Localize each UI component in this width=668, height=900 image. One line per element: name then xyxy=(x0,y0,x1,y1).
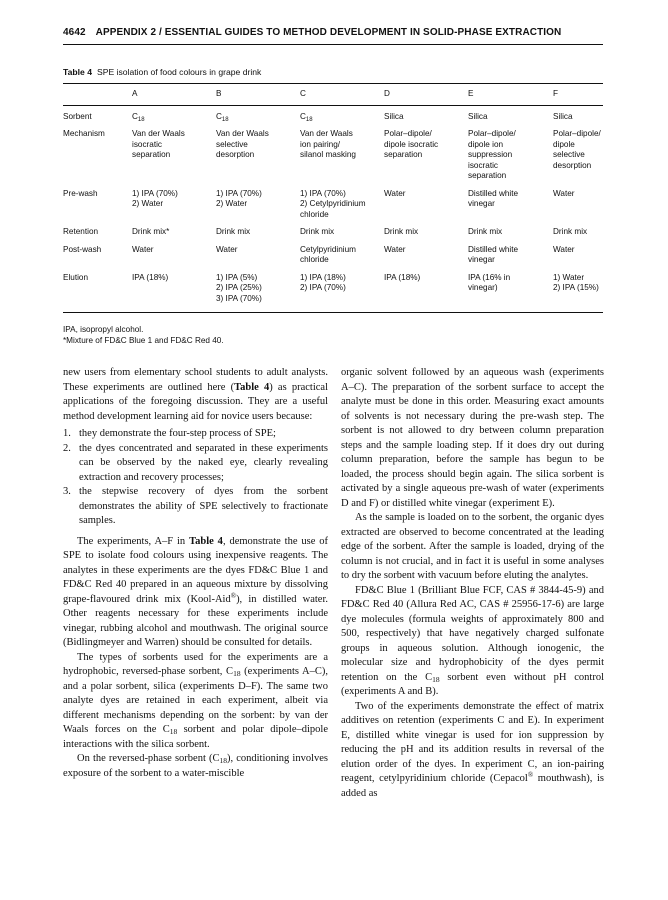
table-cell xyxy=(553,123,603,183)
table-cell-line: 2) IPA (25%) xyxy=(216,283,262,292)
table-row xyxy=(63,123,603,183)
table-column-header: E xyxy=(468,89,474,98)
table-header-row xyxy=(63,84,603,105)
table-cell-line: Drink mix* xyxy=(132,227,170,236)
table-cell xyxy=(216,267,300,313)
table-cell-line: separation xyxy=(468,171,507,180)
table-cell-line: selective xyxy=(553,150,585,159)
table-cell-line: Water xyxy=(553,188,575,198)
table-cell-line: Drink mix xyxy=(553,227,588,236)
table-column-header: B xyxy=(216,89,222,98)
table-cell-line: Drink mix xyxy=(468,227,503,236)
table-caption xyxy=(63,67,261,77)
table-bottom-rule xyxy=(63,312,603,313)
table-cell-line: 1) Water xyxy=(553,272,585,282)
table-cell-line: 3) IPA (70%) xyxy=(216,293,262,303)
table-cell-line: silanol masking xyxy=(300,150,356,159)
table-column-header xyxy=(63,84,132,105)
running-head xyxy=(63,27,603,38)
table-cell xyxy=(553,183,603,222)
table-cell-line: Polar–dipole/ xyxy=(384,129,432,138)
table-cell-line: Water xyxy=(553,244,575,254)
paragraph: new users from elementary school students to adult analysts. These experiments are outlined here (Table 4) as practical applications of the foregoing discussion. They are a useful method development learning aid for novice users because: xyxy=(63,367,328,422)
table-cell xyxy=(553,106,603,124)
table-cell xyxy=(468,239,553,267)
table-cell-line: IPA (18%) xyxy=(384,272,421,282)
table-column-header: A xyxy=(132,89,138,98)
table-cell-line: Water xyxy=(384,188,406,198)
table-cell xyxy=(468,183,553,222)
table-cell-line: $C_{18}$ xyxy=(216,111,229,123)
table-cell-line: 1) IPA (70%) xyxy=(300,188,346,198)
table-cell-line: Water xyxy=(216,244,238,254)
table-cell xyxy=(300,239,384,267)
table-row-label: Post-wash xyxy=(63,244,102,254)
table-cell-line: 2) Water xyxy=(132,199,164,208)
table-cell-line: Water xyxy=(132,244,154,254)
table-cell xyxy=(384,239,468,267)
table-cell xyxy=(384,183,468,222)
table-cell xyxy=(553,267,603,313)
table-cell-line: 1) IPA (5%) xyxy=(216,272,258,282)
table-cell-line: desorption xyxy=(553,160,592,170)
table-cell-line: Van der Waals xyxy=(216,129,269,138)
table-cell xyxy=(384,267,468,313)
table-cell-line: vinegar xyxy=(468,255,495,264)
paragraph: organic solvent followed by an aqueous wash (experiments A–C). The preparation of the sorbent surface to accept the analyte must be done in this order. Measuring exact amounts of solvents is not necessary during the pre-wash step. The sorbent is not allowed to dry between column preparation steps and the sample loading step. If it does dry out during column preparation, before the sample has begun to be loaded, the process should begin again. The silica sorbent is activated by a single aqueous pre-wash of water (experiments D and F) or distilled white vinegar (experiment E). xyxy=(341,367,604,509)
table-cell-line: Water xyxy=(384,244,406,254)
table-cell-line: Drink mix xyxy=(300,227,335,236)
data-table xyxy=(63,83,603,313)
table-row xyxy=(63,183,603,222)
table-cell xyxy=(216,239,300,267)
table-row-label: Elution xyxy=(63,272,89,282)
table-cell xyxy=(553,221,603,239)
table-cell xyxy=(384,123,468,183)
table-cell xyxy=(132,221,216,239)
table-row xyxy=(63,221,603,239)
table-cell-line: dipole isocratic xyxy=(384,139,439,149)
list-item xyxy=(63,427,328,442)
table-cell-line: 1) IPA (18%) xyxy=(300,272,346,282)
table-cell-line: suppression xyxy=(468,150,513,159)
table-cell-line: Silica xyxy=(384,111,404,121)
list-number: 2. xyxy=(63,442,71,454)
table-cell-line: 2) IPA (70%) xyxy=(300,283,346,292)
table-cell xyxy=(216,123,300,183)
table-cell-line: Drink mix xyxy=(384,227,419,236)
table-row-label: Pre-wash xyxy=(63,188,98,198)
table-cell-line: chloride xyxy=(300,255,329,264)
footnote: *Mixture of FD&C Blue 1 and FD&C Red 40. xyxy=(63,336,224,345)
table-cell xyxy=(300,221,384,239)
table-cell-line: separation xyxy=(384,150,423,159)
list-text: the stepwise recovery of dyes from the sorbent demonstrates the ability of SPE selectively to fractionate samples. xyxy=(79,486,328,526)
table-cell xyxy=(132,183,216,222)
table-cell-line: Polar–dipole/ xyxy=(553,129,601,138)
table-cell xyxy=(468,267,553,313)
list-number: 3. xyxy=(63,486,71,497)
table-cell-line: $C_{18}$ xyxy=(300,111,313,123)
table-row xyxy=(63,239,603,267)
table-cell xyxy=(468,106,553,124)
table-row-label: Retention xyxy=(63,227,99,236)
table-cell xyxy=(553,239,603,267)
table-cell-line: dipole ion xyxy=(468,139,504,149)
table-cell-line: ion pairing/ xyxy=(300,139,341,149)
table-cell xyxy=(300,123,384,183)
table-cell-line: 2) Cetylpyridinium xyxy=(300,199,366,208)
table-cell xyxy=(300,183,384,222)
table-column-header: F xyxy=(553,89,559,98)
table-row-label: Mechanism xyxy=(63,129,105,138)
list-item xyxy=(63,485,328,529)
paragraph: The experiments, A–F in Table 4, demonstrate the use of SPE to isolate food colours using inexpensive reagents. The analytes in these experiments are the dyes FD&C Blue 1 and FD&C Red 40 prepared in an aqueous mixture by dissolving grape-flavoured drink mix (Kool-Aid®), in distilled water. Other reagents necessary for these experiments include vinegar, rubbing alcohol and mouthwash. The original source (Bidlingmeyer and Warren) should be consulted for details. xyxy=(63,535,328,648)
table-footnotes xyxy=(63,324,224,346)
table-cell xyxy=(216,183,300,222)
table-cell-line: Van der Waals xyxy=(300,129,353,138)
table-row-label: Sorbent xyxy=(63,111,92,121)
running-head-title: APPENDIX 2 / ESSENTIAL GUIDES TO METHOD DEVELOPMENT IN SOLID-PHASE EXTRACTION xyxy=(95,27,562,38)
paragraph: Two of the experiments demonstrate the effect of matrix additives on retention (experiments C and E). In experiment E, distilled white vinegar is used for ion suppression by reducing the pH and its addition results in reversal of the elution order of the dyes. In experiment C, an ion-pairing reagent, cetylpyridinium chloride (Cepacol® mouthwash), is added as xyxy=(341,700,604,799)
table-cell xyxy=(216,221,300,239)
table-cell-line: isocratic xyxy=(468,160,499,170)
table-cell-line: 1) IPA (70%) xyxy=(216,188,262,198)
table-cell-line: vinegar xyxy=(468,199,495,208)
header-rule xyxy=(63,44,603,45)
table-column-header: D xyxy=(384,89,390,98)
numbered-list xyxy=(63,427,328,529)
list-number: 1. xyxy=(63,428,71,439)
table-column-header: C xyxy=(300,89,306,98)
table-cell-line: $C_{18}$ xyxy=(132,111,145,123)
list-item xyxy=(63,442,328,486)
table-cell-line: IPA (18%) xyxy=(132,272,169,282)
table-cell-line: selective xyxy=(216,139,248,149)
table-cell-line: 2) Water xyxy=(216,199,248,208)
page-number: 4642 xyxy=(63,27,86,38)
list-text: the dyes concentrated and separated in these experiments can be observed by the naked eye, clearly revealing extraction and recovery processes; xyxy=(79,442,328,483)
paragraph: As the sample is loaded on to the sorbent, the organic dyes extracted are observed to become concentrated at the leading edge of the sorbent. After the sample is loaded, drying of the column is not crucial, and in fact it is useful in some analyses to dry the sorbent with vacuum before eluting the analytes. xyxy=(341,512,604,581)
paragraph: On the reversed-phase sorbent $(C_{18})$, conditioning involves exposure of the sorbent to a water-miscible xyxy=(63,753,328,779)
table-cell xyxy=(300,106,384,124)
table-row xyxy=(63,267,603,313)
table-cell-line: isocratic xyxy=(132,139,163,149)
table-cell-line: Distilled white xyxy=(468,188,519,198)
table-cell xyxy=(132,267,216,313)
table-cell-line: Van der Waals xyxy=(132,129,185,138)
footnote: IPA, isopropyl alcohol. xyxy=(63,325,144,334)
table-cell-line: 2) IPA (15%) xyxy=(553,283,599,292)
table-cell xyxy=(132,239,216,267)
table-cell-line: Polar–dipole/ xyxy=(468,129,516,138)
table-cell-line: separation xyxy=(132,150,171,159)
table-cell xyxy=(384,221,468,239)
table-cell xyxy=(132,123,216,183)
table-cell-line: Cetylpyridinium xyxy=(300,244,356,254)
table-caption-text: SPE isolation of food colours in grape drink xyxy=(96,67,262,77)
table-cell-line: Drink mix xyxy=(216,227,251,236)
list-text: they demonstrate the four-step process of SPE; xyxy=(79,428,276,439)
table-cell-line: Silica xyxy=(468,111,488,121)
table-cell xyxy=(468,221,553,239)
table-cell xyxy=(468,123,553,183)
table-label: Table 4 xyxy=(63,67,92,77)
table-cell-line: IPA (16% in xyxy=(468,272,511,282)
paragraph: The types of sorbents used for the experiments are a hydrophobic, reversed-phase sorbent, $C_{18}$ (experiments A–C), and a polar sorbent, silica (experiments D–F). The same two analyte dyes are retained in each experiment, albeit via different mechanisms depending on the sorbent: by van der Waals forces on the $C_{18}$ sorbent and polar dipole–dipole interactions with the silica sorbent. xyxy=(63,651,329,750)
table-cell-line: Distilled white xyxy=(468,244,519,254)
table-cell-line: Silica xyxy=(553,111,573,121)
left-column xyxy=(63,366,328,781)
paragraph: FD&C Blue 1 (Brilliant Blue FCF, CAS # 3844-45-9) and FD&C Red 40 (Allura Red AC, CAS # 25956-17-6) are large dye molecules (formula weights of approximately 800 and 500, respectively) that have negatively charged sulfonate groups in aqueous solution. Although ionogenic, the molecular size and hydrophobicity of the dyes permit retention on the $C_{18}$ sorbent even without pH control (experiments A and B). xyxy=(341,584,605,697)
table-cell xyxy=(216,106,300,124)
table-row xyxy=(63,106,603,124)
table-cell xyxy=(300,267,384,313)
table-cell-line: vinegar) xyxy=(468,283,498,292)
table-cell xyxy=(384,106,468,124)
table-cell-line: desorption xyxy=(216,150,255,159)
table-cell-line: 1) IPA (70%) xyxy=(132,188,178,198)
table-cell-line: chloride xyxy=(300,209,329,219)
table-cell-line: dipole xyxy=(553,139,575,149)
table-cell xyxy=(132,106,216,124)
right-column xyxy=(341,366,604,801)
